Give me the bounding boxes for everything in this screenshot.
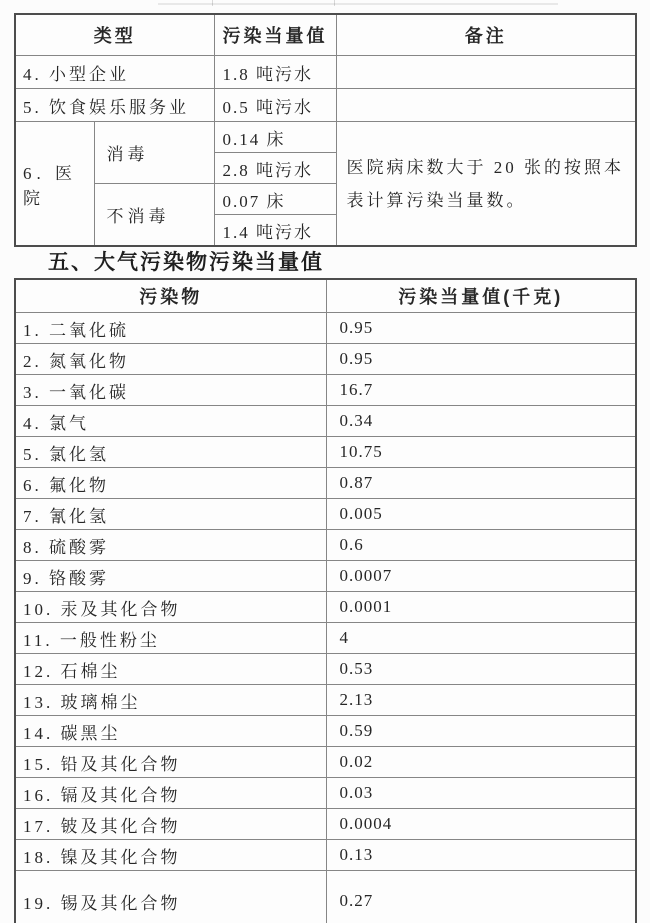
pollutant-name-cell: 5. 氯化氢 bbox=[15, 437, 326, 468]
pollutant-value-cell: 0.005 bbox=[326, 499, 636, 530]
pollutant-name-cell: 2. 氮氧化物 bbox=[15, 344, 326, 375]
pollutant-value-cell: 0.53 bbox=[326, 654, 636, 685]
non-disinfect-label-cell: 不消毒 bbox=[94, 184, 214, 247]
pollutant-name-cell: 11. 一般性粉尘 bbox=[15, 623, 326, 654]
table-row bbox=[15, 313, 636, 344]
table-row bbox=[15, 499, 636, 530]
table-row bbox=[15, 406, 636, 437]
note-cell bbox=[336, 89, 636, 122]
table-row bbox=[15, 623, 636, 654]
pollutant-value-cell: 0.6 bbox=[326, 530, 636, 561]
pollutant-name-cell: 8. 硫酸雾 bbox=[15, 530, 326, 561]
table-row bbox=[15, 654, 636, 685]
column-header-pollutant: 污染物 bbox=[15, 279, 326, 313]
wastewater-equivalent-table bbox=[14, 13, 637, 247]
air-pollutant-equivalent-table bbox=[14, 278, 637, 923]
pollutant-value-cell: 0.02 bbox=[326, 747, 636, 778]
table-row bbox=[15, 871, 636, 923]
table-row bbox=[15, 685, 636, 716]
pollutant-name-cell: 12. 石棉尘 bbox=[15, 654, 326, 685]
table-row bbox=[15, 122, 636, 153]
table-row bbox=[15, 344, 636, 375]
type-cell: 5. 饮食娱乐服务业 bbox=[15, 89, 214, 122]
value-cell: 0.5 吨污水 bbox=[214, 89, 336, 122]
pollutant-value-cell: 0.0007 bbox=[326, 561, 636, 592]
pollutant-name-cell: 4. 氯气 bbox=[15, 406, 326, 437]
table-row bbox=[15, 809, 636, 840]
note-cell bbox=[336, 56, 636, 89]
pollutant-name-cell: 13. 玻璃棉尘 bbox=[15, 685, 326, 716]
pollutant-value-cell: 0.03 bbox=[326, 778, 636, 809]
table-row bbox=[15, 840, 636, 871]
pollutant-value-cell: 0.13 bbox=[326, 840, 636, 871]
pollutant-name-cell: 9. 铬酸雾 bbox=[15, 561, 326, 592]
pollutant-value-cell: 0.0004 bbox=[326, 809, 636, 840]
scan-artifact-tick bbox=[334, 0, 335, 6]
pollutant-name-cell: 10. 汞及其化合物 bbox=[15, 592, 326, 623]
pollutant-value-cell: 16.7 bbox=[326, 375, 636, 406]
table-row bbox=[15, 375, 636, 406]
table-row bbox=[15, 747, 636, 778]
pollutant-name-cell: 16. 镉及其化合物 bbox=[15, 778, 326, 809]
pollutant-value-cell: 2.13 bbox=[326, 685, 636, 716]
value-cell: 1.8 吨污水 bbox=[214, 56, 336, 89]
pollutant-name-cell: 17. 铍及其化合物 bbox=[15, 809, 326, 840]
scan-artifact-line bbox=[158, 3, 558, 5]
table-header-row bbox=[15, 14, 636, 56]
hospital-note-cell: 医院病床数大于 20 张的按照本表计算污染当量数。 bbox=[336, 122, 636, 247]
table-row bbox=[15, 530, 636, 561]
table-row bbox=[15, 89, 636, 122]
table-row bbox=[15, 56, 636, 89]
table-row bbox=[15, 716, 636, 747]
table-row bbox=[15, 468, 636, 499]
value-cell: 0.07 床 bbox=[214, 184, 336, 215]
pollutant-name-cell: 18. 镍及其化合物 bbox=[15, 840, 326, 871]
value-cell: 2.8 吨污水 bbox=[214, 153, 336, 184]
pollutant-value-cell: 0.34 bbox=[326, 406, 636, 437]
pollutant-value-cell: 0.87 bbox=[326, 468, 636, 499]
pollutant-name-cell: 14. 碳黑尘 bbox=[15, 716, 326, 747]
column-header-note: 备注 bbox=[336, 14, 636, 56]
pollutant-value-cell: 0.27 bbox=[326, 871, 636, 923]
scan-artifact-tick bbox=[212, 0, 213, 6]
column-header-value-kg: 污染当量值(千克) bbox=[326, 279, 636, 313]
type-cell: 4. 小型企业 bbox=[15, 56, 214, 89]
hospital-label-cell: 6. 医院 bbox=[15, 122, 94, 247]
pollutant-name-cell: 19. 锡及其化合物 bbox=[15, 871, 326, 923]
value-cell: 0.14 床 bbox=[214, 122, 336, 153]
pollutant-name-cell: 3. 一氧化碳 bbox=[15, 375, 326, 406]
column-header-type: 类型 bbox=[15, 14, 214, 56]
table-row bbox=[15, 778, 636, 809]
table-row bbox=[15, 592, 636, 623]
table-header-row bbox=[15, 279, 636, 313]
pollutant-value-cell: 4 bbox=[326, 623, 636, 654]
pollutant-name-cell: 6. 氟化物 bbox=[15, 468, 326, 499]
pollutant-value-cell: 0.0001 bbox=[326, 592, 636, 623]
table-row bbox=[15, 561, 636, 592]
pollutant-name-cell: 1. 二氧化硫 bbox=[15, 313, 326, 344]
table-row bbox=[15, 437, 636, 468]
pollutant-value-cell: 0.95 bbox=[326, 344, 636, 375]
value-cell: 1.4 吨污水 bbox=[214, 215, 336, 247]
pollutant-value-cell: 10.75 bbox=[326, 437, 636, 468]
pollutant-value-cell: 0.95 bbox=[326, 313, 636, 344]
pollutant-name-cell: 15. 铅及其化合物 bbox=[15, 747, 326, 778]
pollutant-name-cell: 7. 氰化氢 bbox=[15, 499, 326, 530]
column-header-value: 污染当量值 bbox=[214, 14, 336, 56]
pollutant-value-cell: 0.59 bbox=[326, 716, 636, 747]
section-heading: 五、大气污染物污染当量值 bbox=[48, 251, 324, 274]
disinfect-label-cell: 消毒 bbox=[94, 122, 214, 184]
